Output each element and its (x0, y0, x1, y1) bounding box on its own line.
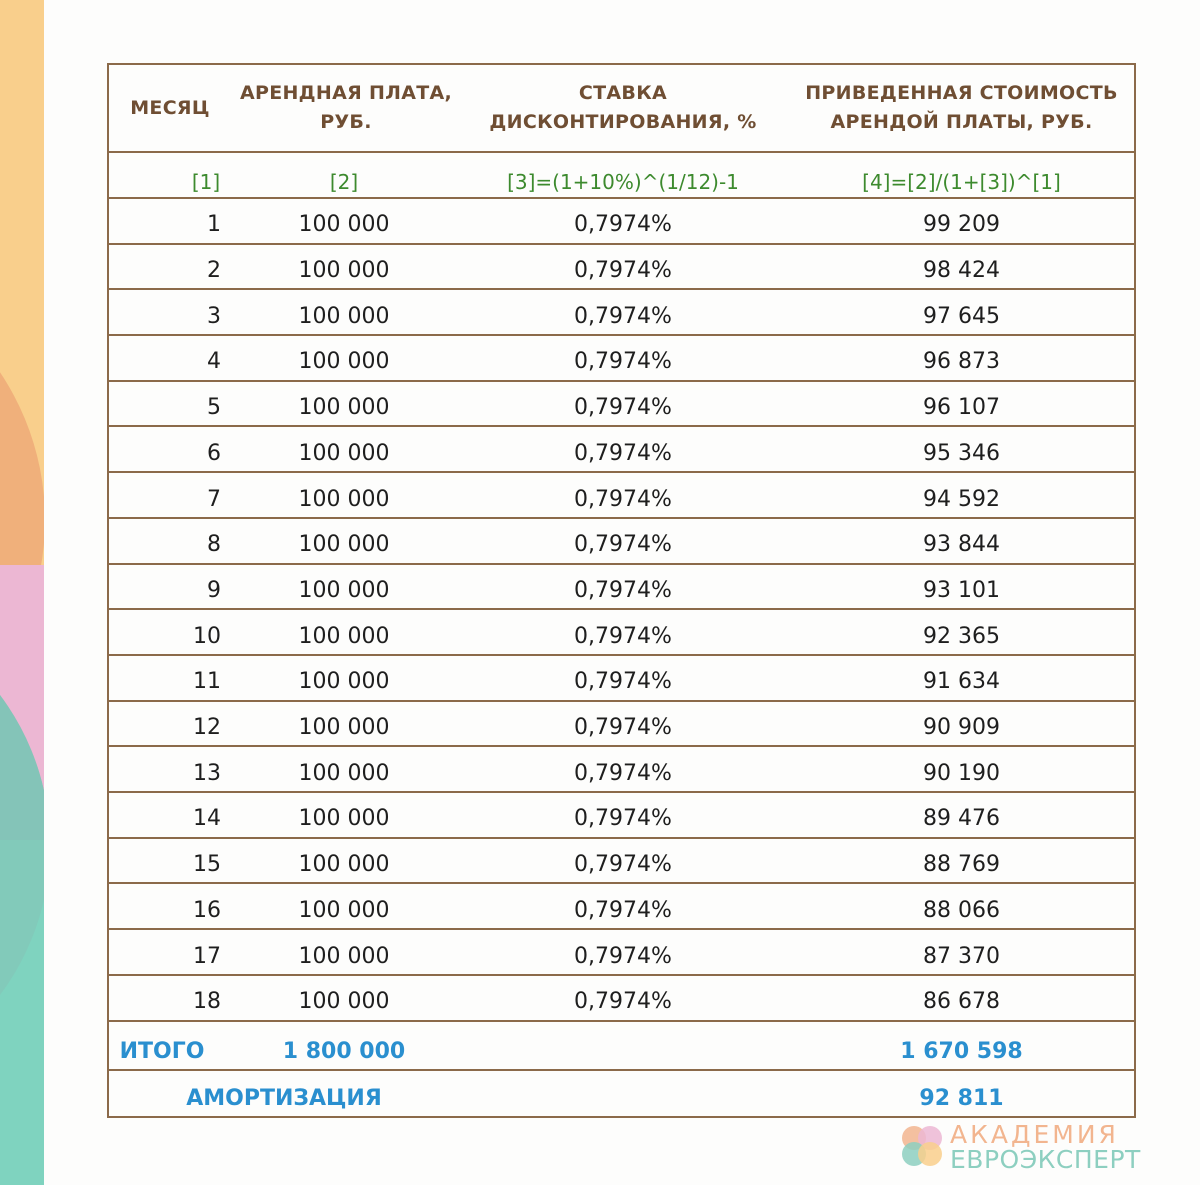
cell-rate: 0,7974% (574, 577, 672, 603)
logo-text-line2: ЕВРОЭКСПЕРТ (950, 1145, 1141, 1174)
table-row (109, 885, 1134, 931)
cell-rate: 0,7974% (574, 258, 672, 284)
cell-rent: 100 000 (298, 212, 390, 238)
cell-present-value: 93 844 (923, 532, 1000, 558)
cell-month: 2 (207, 258, 221, 284)
cell-rate: 0,7974% (574, 806, 672, 832)
cell-month: 15 (193, 852, 221, 878)
cell-present-value: 86 678 (923, 989, 1000, 1015)
table-row (109, 473, 1134, 519)
cell-rent: 100 000 (298, 486, 390, 512)
cell-rate: 0,7974% (574, 395, 672, 421)
table-row (109, 199, 1134, 245)
cell-rent: 100 000 (298, 303, 390, 329)
cell-month: 17 (193, 943, 221, 969)
total-rent: 1 800 000 (282, 1038, 406, 1064)
cell-present-value: 95 346 (923, 440, 1000, 466)
table-row (109, 747, 1134, 793)
cell-month: 16 (193, 897, 221, 923)
table-row (109, 610, 1134, 656)
table-row (109, 565, 1134, 611)
formula-pv: [4]=[2]/(1+[3])^[1] (862, 170, 1061, 194)
cell-rate: 0,7974% (574, 532, 672, 558)
cell-month: 6 (207, 440, 221, 466)
table-row (109, 976, 1134, 1022)
cell-month: 1 (207, 212, 221, 238)
cell-rent: 100 000 (298, 715, 390, 741)
table-row (109, 290, 1134, 336)
cell-present-value: 93 101 (923, 577, 1000, 603)
total-label: ИТОГО (119, 1038, 205, 1064)
cell-present-value: 87 370 (923, 943, 1000, 969)
cell-present-value: 88 769 (923, 852, 1000, 878)
cell-month: 7 (207, 486, 221, 512)
cell-rate: 0,7974% (574, 852, 672, 878)
cell-present-value: 98 424 (923, 258, 1000, 284)
cell-rate: 0,7974% (574, 486, 672, 512)
table-row (109, 702, 1134, 748)
cell-rent: 100 000 (298, 669, 390, 695)
cell-rent: 100 000 (298, 395, 390, 421)
cell-rent: 100 000 (298, 852, 390, 878)
table-row (109, 930, 1134, 976)
cell-rent: 100 000 (298, 623, 390, 649)
cell-present-value: 92 365 (923, 623, 1000, 649)
cell-present-value: 96 107 (923, 395, 1000, 421)
cell-rate: 0,7974% (574, 760, 672, 786)
cell-rate: 0,7974% (574, 897, 672, 923)
header-discount-rate: СТАВКА ДИСКОНТИРОВАНИЯ, % (489, 82, 757, 133)
cell-rent: 100 000 (298, 577, 390, 603)
amortization-value: 92 811 (919, 1086, 1004, 1111)
cell-month: 18 (193, 989, 221, 1015)
cell-month: 8 (207, 532, 221, 558)
cell-rent: 100 000 (298, 897, 390, 923)
total-row (109, 1023, 1134, 1071)
cell-month: 4 (207, 349, 221, 375)
amortization-row (109, 1071, 1134, 1116)
table-row (109, 245, 1134, 291)
cell-present-value: 90 190 (923, 760, 1000, 786)
cell-present-value: 96 873 (923, 349, 1000, 375)
table-row (109, 656, 1134, 702)
cell-present-value: 89 476 (923, 806, 1000, 832)
formula-rate: [3]=(1+10%)^(1/12)-1 (507, 170, 739, 194)
header-month: МЕСЯЦ (130, 96, 210, 119)
cell-present-value: 97 645 (923, 303, 1000, 329)
amortization-label: АМОРТИЗАЦИЯ (186, 1086, 382, 1111)
cell-present-value: 91 634 (923, 669, 1000, 695)
cell-month: 10 (193, 623, 221, 649)
cell-month: 9 (207, 577, 221, 603)
cell-present-value: 94 592 (923, 486, 1000, 512)
cell-month: 12 (193, 715, 221, 741)
formula-month: [1] (191, 170, 221, 194)
cell-rent: 100 000 (298, 989, 390, 1015)
table-row (109, 793, 1134, 839)
total-present-value: 1 670 598 (900, 1038, 1023, 1064)
cell-rent: 100 000 (298, 440, 390, 466)
cell-present-value: 99 209 (923, 212, 1000, 238)
formula-row (109, 153, 1134, 199)
cell-rent: 100 000 (298, 349, 390, 375)
cell-rent: 100 000 (298, 532, 390, 558)
cell-rate: 0,7974% (574, 440, 672, 466)
cell-present-value: 90 909 (923, 715, 1000, 741)
cell-present-value: 88 066 (923, 897, 1000, 923)
cell-rate: 0,7974% (574, 349, 672, 375)
header-rent: АРЕНДНАЯ ПЛАТА, РУБ. (239, 82, 453, 133)
header-present-value: ПРИВЕДЕННАЯ СТОИМОСТЬ АРЕНДОЙ ПЛАТЫ, РУБ. (805, 82, 1118, 133)
academy-logo (898, 1118, 1141, 1174)
cell-rate: 0,7974% (574, 989, 672, 1015)
logo-text-line1: АКАДЕМИЯ (950, 1120, 1119, 1149)
cell-rate: 0,7974% (574, 623, 672, 649)
table-row (109, 428, 1134, 474)
cell-rate: 0,7974% (574, 212, 672, 238)
decorative-side-stripe (0, 0, 44, 1185)
cell-month: 3 (207, 303, 221, 329)
cell-rate: 0,7974% (574, 669, 672, 695)
table-row (109, 336, 1134, 382)
cell-month: 14 (193, 806, 221, 832)
table-row (109, 519, 1134, 565)
cell-rent: 100 000 (298, 943, 390, 969)
cell-rate: 0,7974% (574, 715, 672, 741)
cell-rent: 100 000 (298, 806, 390, 832)
cell-rate: 0,7974% (574, 943, 672, 969)
cell-month: 5 (207, 395, 221, 421)
cell-rate: 0,7974% (574, 303, 672, 329)
table-row (109, 839, 1134, 885)
cell-rent: 100 000 (298, 258, 390, 284)
cell-rent: 100 000 (298, 760, 390, 786)
logo-flower-icon (898, 1122, 946, 1170)
formula-rent: [2] (329, 170, 359, 194)
table-header-row (109, 65, 1134, 153)
lease-schedule-table (107, 63, 1136, 1118)
cell-month: 13 (193, 760, 221, 786)
cell-month: 11 (193, 669, 221, 695)
table-row (109, 382, 1134, 428)
